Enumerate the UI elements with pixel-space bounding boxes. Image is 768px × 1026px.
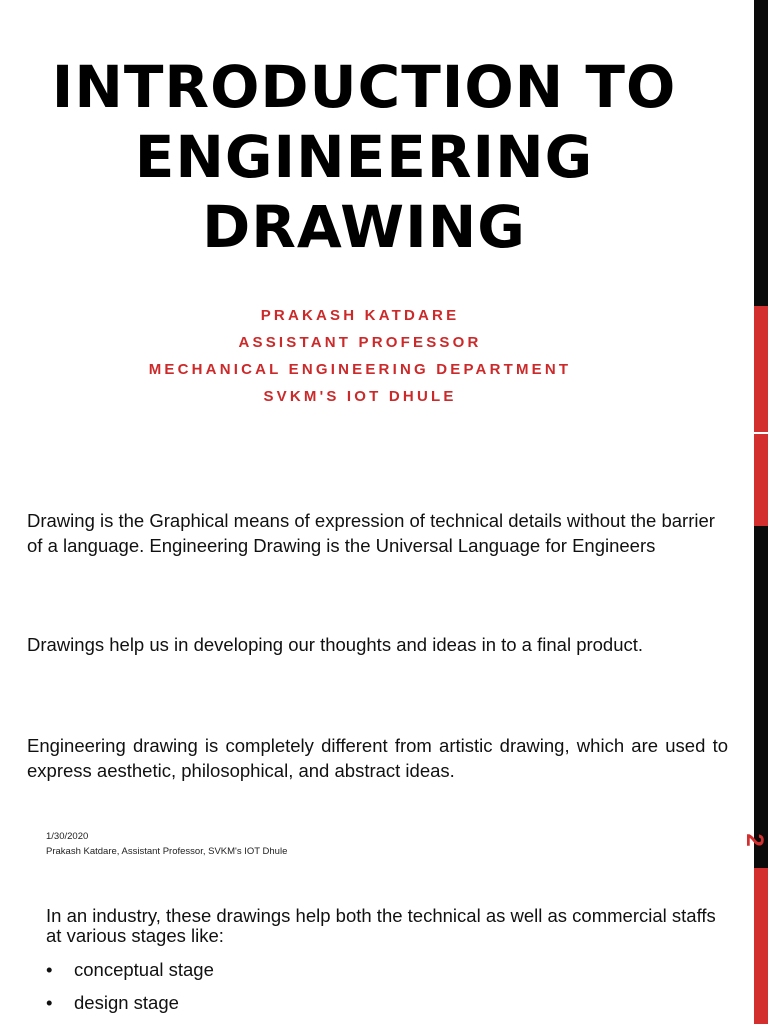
bullet-icon: • bbox=[46, 959, 53, 980]
title-line: ENGINEERING bbox=[134, 123, 594, 191]
page-number: 2 bbox=[741, 833, 768, 847]
paragraph-definition: Drawing is the Graphical means of expression of technical details without the barrier of a language. Engineering Drawing is the Universal Language for Engineers bbox=[27, 510, 715, 556]
presenter-department: MECHANICAL ENGINEERING DEPARTMENT bbox=[148, 361, 572, 378]
paragraph-purpose: Drawings help us in developing our thoughts and ideas in to a final product. bbox=[27, 634, 644, 655]
list-item-label: conceptual stage bbox=[74, 959, 214, 980]
presenter-institute: SVKM'S IOT DHULE bbox=[263, 388, 457, 405]
presenter-name: PRAKASH KATDARE bbox=[260, 307, 460, 324]
slide-title bbox=[20, 52, 708, 262]
industry-intro: In an industry, these drawings help both the technical as well as commercial staffs at various stages like: bbox=[46, 905, 716, 946]
right-accent-red-block bbox=[754, 868, 768, 1024]
next-slide-content bbox=[46, 906, 730, 1026]
bullet-icon: • bbox=[46, 992, 53, 1013]
list-item bbox=[46, 960, 730, 980]
presenter-role: ASSISTANT PROFESSOR bbox=[238, 334, 482, 351]
slide-footer bbox=[46, 829, 287, 859]
list-item bbox=[46, 993, 730, 1013]
presenter-info bbox=[60, 302, 660, 410]
title-line: INTRODUCTION TO bbox=[51, 53, 677, 121]
footer-author: Prakash Katdare, Assistant Professor, SVKM's IOT Dhule bbox=[46, 846, 288, 857]
right-accent-red-block bbox=[754, 434, 768, 526]
footer-date: 1/30/2020 bbox=[46, 831, 89, 842]
right-accent-red-block bbox=[754, 306, 768, 434]
paragraph-comparison: Engineering drawing is completely different from artistic drawing, which are used to express aesthetic, philosophical, and abstract ideas. bbox=[27, 735, 728, 781]
list-item-label: design stage bbox=[74, 992, 179, 1013]
strip-divider bbox=[754, 432, 768, 434]
title-line: DRAWING bbox=[202, 193, 526, 261]
